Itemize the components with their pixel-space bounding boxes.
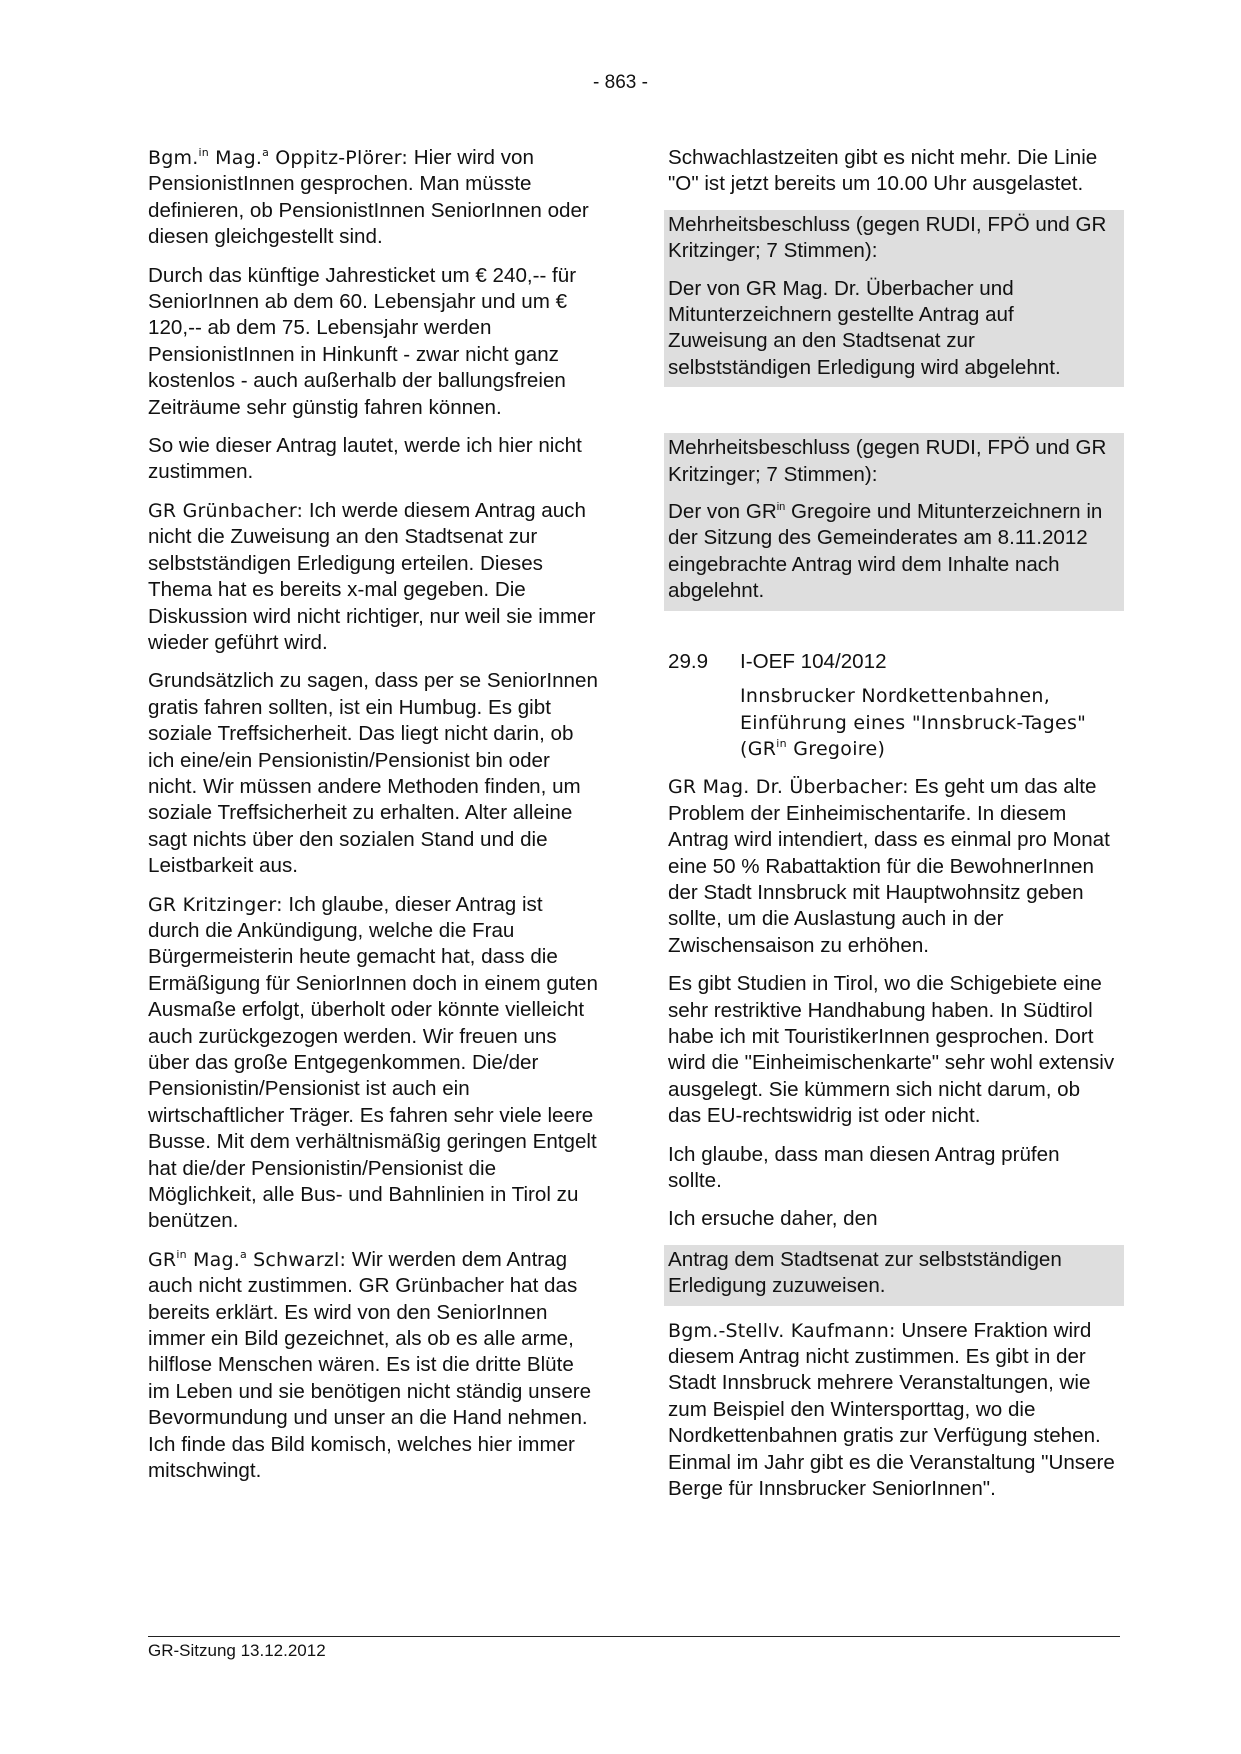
page-number: - 863 -	[593, 72, 648, 93]
paragraph-treffsicherheit: Grundsätzlich zu sagen, dass per se SeniorInnen gratis fahren sollten, ist ein Humbug. Es gibt soziale Treffsicherheit. Das liegt nicht darin, ob ich eine/ein Pensionistin/Pensionist bin oder nicht. Wir müssen andere Methoden finden, um soziale Treffsicherheit zu erhalten. Alter alleine sagt nichts über den sozialen Stand und die Leistbarkeit aus.	[148, 669, 598, 878]
agenda-item-header	[668, 649, 1118, 675]
speaker-name: Bgm.$^{in}$ Mag.$^a$ Oppitz-Plörer:	[148, 146, 409, 169]
resolution-heading: Mehrheitsbeschluss (gegen RUDI, FPÖ und GR Kritzinger; 7 Stimmen):	[668, 212, 1107, 263]
agenda-item-title: Innsbrucker Nordkettenbahnen, Einführung eines "Innsbruck-Tages" ($GR^{in}$ Gregoire)	[740, 685, 1087, 760]
paragraph-oppitz-ploerer: Bgm.$^{in}$ Mag.$^a$ Oppitz-Plörer: Hier wird von PensionistInnen gesprochen. Man müsste definieren, ob PensionistInnen SeniorInnen oder diesen gleichgestellt sind.	[148, 146, 589, 249]
paragraph-pruefen: Ich glaube, dass man diesen Antrag prüfen sollte.	[668, 1142, 1060, 1192]
speaker-name: GR Kritzinger:	[148, 893, 283, 916]
speaker-name: Bgm.-Stellv. Kaufmann:	[668, 1319, 896, 1342]
speaker-name: $GR^{in}$ Mag.$^a$ Schwarzl:	[148, 1247, 347, 1271]
agenda-item-number: 29.9	[668, 649, 709, 673]
paragraph-antrag: So wie dieser Antrag lautet, werde ich hier nicht zustimmen.	[148, 434, 582, 484]
motion-text: Antrag dem Stadtsenat zur selbstständigen Erledigung zuzuweisen.	[668, 1247, 1062, 1298]
paragraph-jahresticket: Durch das künftige Jahresticket um € 240,-- für SeniorInnen ab dem 60. Lebensjahr und um € 120,-- ab dem 75. Lebensjahr werden PensionistInnen in Hinkunft - zwar nicht ganz kostenlos - auch außerhalb der ballungsfreien Zeiträume sehr günstig fahren können.	[148, 263, 577, 419]
resolution-text: Der von GR Mag. Dr. Überbacher und Mitunterzeichnern gestellte Antrag auf Zuweisung an den Stadtsenat zur selbstständigen Erledigung wird abgelehnt.	[668, 276, 1061, 379]
paragraph-kritzinger: GR Kritzinger: Ich glaube, dieser Antrag ist durch die Ankündigung, welche die Frau Bürgermeisterin heute gemacht hat, dass die Ermäßigung für SeniorInnen doch in einem guten Ausmaße erfolgt, überholt oder könnte vielleicht auch zurückgezogen werden. Wir freuen uns über das große Entgegenkommen. Die/der Pensionistin/Pensionist ist auch ein wirtschaftlicher Träger. Es fahren sehr viele leere Busse. Mit dem verhältnismäßig geringen Entgelt hat die/der Pensionistin/Pensionist die Möglichkeit, alle Bus- und Bahnlinien in Tirol zu benützen.	[148, 892, 598, 1233]
left-column	[148, 145, 598, 1497]
agenda-item-code: I-OEF 104/2012	[740, 649, 887, 673]
paragraph-schwarzl: $GR^{in}$ Mag.$^a$ Schwarzl: Wir werden dem Antrag auch nicht zustimmen. GR Grünbacher hat das bereits erklärt. Es wird von den SeniorInnen immer ein Bild gezeichnet, als ob es alle arme, hilflose Menschen wären. Es ist die dritte Blüte im Leben und sie benötigen nicht ständig unsere Bevormundung und unser an die Hand nehmen. Ich finde das Bild komisch, welches hier immer mitschwingt.	[148, 1247, 592, 1483]
resolution-heading: Mehrheitsbeschluss (gegen RUDI, FPÖ und GR Kritzinger; 7 Stimmen):	[668, 436, 1107, 486]
paragraph-ueberbacher: GR Mag. Dr. Überbacher: Es geht um das alte Problem der Einheimischentarife. In diesem Antrag wird intendiert, dass es einmal pro Monat eine 50 % Rabattaktion für die BewohnerInnen der Stadt Innsbruck mit Hauptwohnsitz geben sollte, um die Auslastung auch in der Zwischensaison zu erhöhen.	[668, 775, 1110, 957]
resolution-box-2	[664, 433, 1124, 610]
footer-session-date: GR-Sitzung 13.12.2012	[148, 1641, 326, 1660]
paragraph-studien: Es gibt Studien in Tirol, wo die Schigebiete eine sehr restriktive Handhabung haben. In Südtirol habe ich mit TouristikerInnen gesprochen. Dort wird die "Einheimischenkarte" sehr wohl extensiv ausgelegt. Sie kümmern sich nicht darum, ob das EU-rechtswidrig ist oder nicht.	[668, 972, 1115, 1128]
footer-divider	[148, 1636, 1120, 1637]
speaker-name: GR Grünbacher:	[148, 499, 304, 522]
resolution-text: Der von $GR^{in}$ Gregoire und Mitunterzeichnern in der Sitzung des Gemeinderates am 8.11.2012 eingebrachte Antrag wird dem Inhalte nach abgelehnt.	[668, 500, 1103, 603]
paragraph-gruenbacher: GR Grünbacher: Ich werde diesem Antrag auch nicht die Zuweisung an den Stadtsenat zur selbstständigen Erledigung erteilen. Dieses Thema hat es bereits x-mal gegeben. Die Diskussion wird nicht richtiger, nur weil sie immer wieder geführt wird.	[148, 498, 596, 654]
motion-box	[664, 1245, 1124, 1306]
paragraph-schwachlastzeiten: Schwachlastzeiten gibt es nicht mehr. Die Linie "O" ist jetzt bereits um 10.00 Uhr ausgelastet.	[668, 146, 1098, 196]
speaker-name: GR Mag. Dr. Überbacher:	[668, 776, 909, 799]
paragraph-ersuche: Ich ersuche daher, den	[668, 1207, 878, 1231]
paragraph-kaufmann: Bgm.-Stellv. Kaufmann: Unsere Fraktion wird diesem Antrag nicht zustimmen. Es gibt in der Stadt Innsbruck mehrere Veranstaltungen, wie zum Beispiel den Wintersporttag, wo die Nordkettenbahnen gratis zur Verfügung stehen. Einmal im Jahr gibt es die Veranstaltung "Unsere Berge für Innsbrucker SeniorInnen".	[668, 1318, 1115, 1501]
resolution-box-1	[664, 210, 1124, 387]
right-column	[668, 145, 1118, 1514]
